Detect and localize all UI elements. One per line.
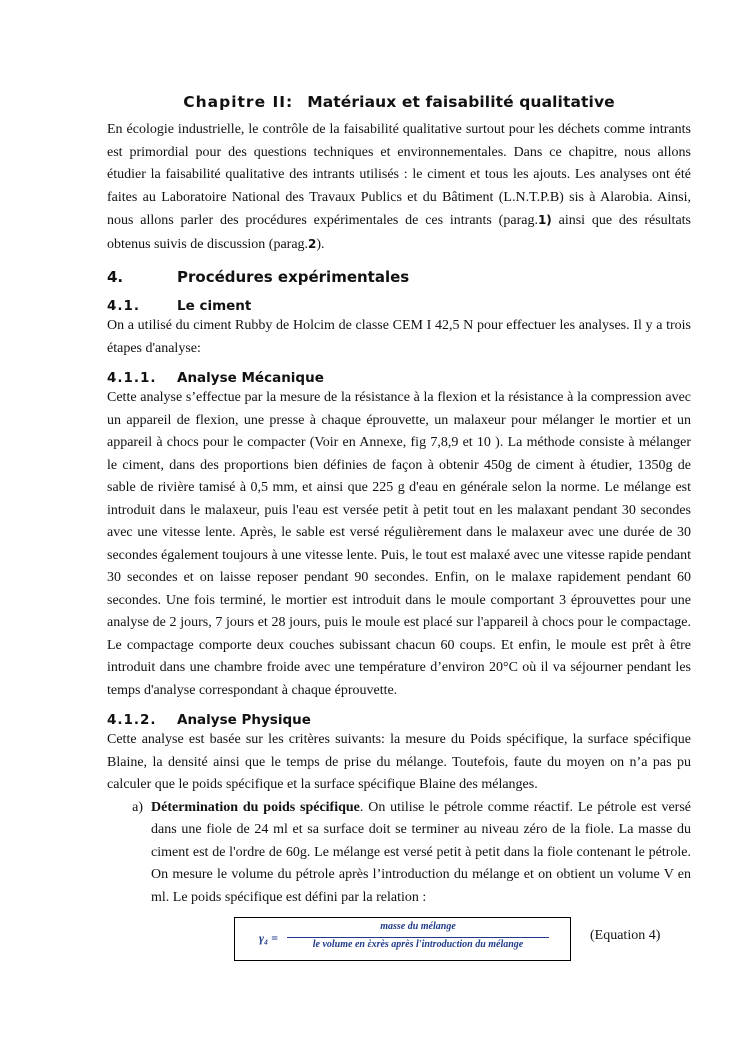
- page-content: [107, 93, 691, 967]
- section-4-1-1-paragraph: Cette analyse s’effectue par la mesure de la résistance à la flexion et la résistance à la compression avec un appareil de flexion, une presse à chaque éprouvette, un malaxeur pour mélanger le mortier et un appareil à chocs pour le compacter (Voir en Annexe, fig 7,8,9 et 10 ). La méthode consiste à mélanger le ciment, dans des proportions bien définies de façon à obtenir 450g de ciment à étudier, 1350g de sable de rivière tamisé à 0,5 mm, et ainsi que 225 g d'eau en générale selon la norme. Le mélange est introduit dans le malaxeur, puis l'eau est versée petit à petit tout en les malaxant pendant 30 secondes avec une vitesse lente. Après, le sable est versé régulièrement dans le malaxeur avec une durée de 30 secondes également toujours à une vitesse lente. Puis, le tout est malaxé avec une vitesse rapide pendant 30 secondes et on laisse reposer pendant 90 secondes. Enfin, on le malaxe rapidement pendant 60 secondes. Une fois terminé, le mortier est introduit dans le moule comportant 3 éprouvettes pour une analyse de 2 jours, 7 jours et 28 jours, puis le moule est placé sur l'appareil à chocs pour le compactage. Le compactage comporte deux couches subissant chacun 60 coups. Et enfin, le moule est prêt à être introduit dans une chambre froide avec une température d’environ 20°C où il va séjourner pendant les temps d'analyse correspondant à chaque éprouvette.: [107, 390, 691, 698]
- intro-paragraph: [107, 119, 691, 256]
- section-number: 4.1.: [107, 298, 141, 314]
- list-item-text: [151, 797, 691, 910]
- section-title: Le ciment: [177, 298, 252, 314]
- section-title: Procédures expérimentales: [177, 268, 410, 286]
- section-title: Analyse Physique: [177, 712, 311, 728]
- equation-symbol: γ₄ =: [259, 931, 279, 945]
- section-number: 4.1.1.: [107, 370, 157, 386]
- intro-text-b: ainsi que des résultats obtenus suivis de discussion (parag.: [107, 213, 691, 252]
- section-number: 4.: [107, 268, 124, 286]
- section-4-1-2-paragraph: Cette analyse est basée sur les critères suivants: la mesure du Poids spécifique, la surface spécifique Blaine, la densité ainsi que le temps de prise du mélange. Toutefois, faute du moyen on n’a pas pu calculer que le poids spécifique et la surface spécifique Blaine des mélanges.: [107, 732, 691, 792]
- procedure-list: [107, 797, 691, 910]
- chapter-title: [107, 93, 691, 112]
- list-item-lead: Détermination du poids spécifique: [151, 799, 360, 815]
- intro-ref-2: 2: [308, 236, 317, 251]
- chapter-label: Chapitre II:: [183, 93, 294, 111]
- equation-denominator: le volume en ὲxrès après l'introduction du mélange: [312, 939, 524, 950]
- equation-label: (Equation 4): [590, 928, 661, 943]
- equation-box: [234, 917, 571, 961]
- section-title: Analyse Mécanique: [177, 370, 324, 386]
- section-4-1-paragraph: On a utilisé du ciment Rubby de Holcim de classe CEM I 42,5 N pour effectuer les analyses. Il y a trois étapes d'analyse:: [107, 318, 691, 356]
- equation-row: [107, 917, 691, 967]
- fraction-bar: [287, 937, 549, 938]
- list-item: [107, 797, 691, 910]
- section-4-1-2-heading: [107, 712, 691, 728]
- list-item-body: . On utilise le pétrole comme réactif. Le pétrole est versé dans une fiole de 24 ml et sa surface doit se terminer au niveau zéro de la fiole. La masse du ciment est de l'ordre de 60g. Le mélange est versé petit à petit dans la fiole contenant le pétrole. On mesure le volume du pétrole après l’introduction du mélange et on obtient un volume V en ml. Le poids spécifique est défini par la relation :: [151, 799, 691, 905]
- equation-numerator: masse du mélange: [380, 921, 456, 932]
- intro-ref-1: 1): [537, 213, 552, 227]
- section-4-1-heading: [107, 298, 691, 314]
- section-4-heading: [107, 268, 691, 286]
- list-marker: a): [132, 799, 143, 815]
- intro-text-c: ).: [316, 236, 325, 252]
- chapter-name: Matériaux et faisabilité qualitative: [307, 93, 615, 111]
- section-4-1-1-heading: [107, 370, 691, 386]
- section-number: 4.1.2.: [107, 712, 157, 728]
- intro-text-a: En écologie industrielle, le contrôle de la faisabilité qualitative surtout pour les déchets comme intrants est primordial pour des questions techniques et environnementales. Dans ce chapitre, nous allons étudier la faisabilité qualitative des intrants utilisés : le ciment et tous les ajouts. Les analyses ont été faites au Laboratoire National des Travaux Publics et du Bâtiment (L.N.T.P.B) sis à Alarobia. Ainsi, nous allons parler des procédures expérimentales de ces intrants (parag.: [107, 122, 691, 228]
